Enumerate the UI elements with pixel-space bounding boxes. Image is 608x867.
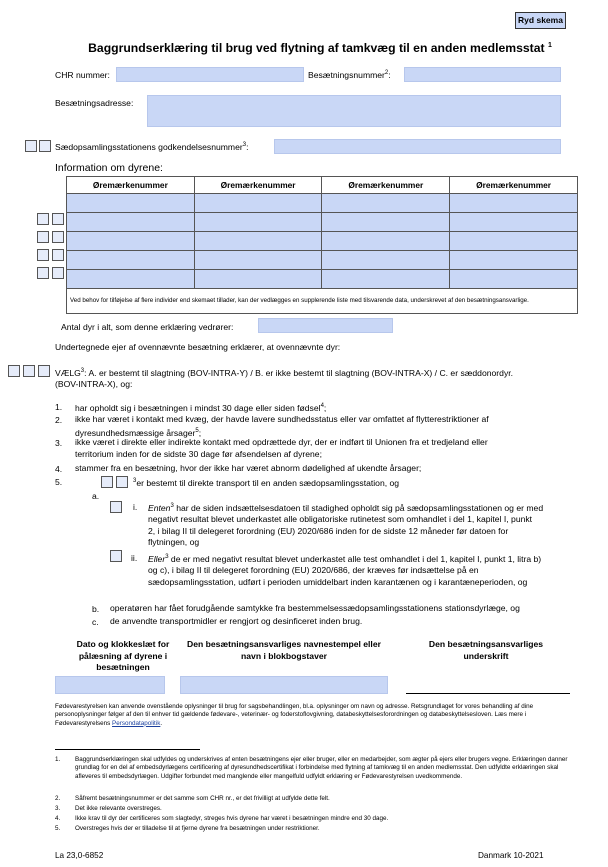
table-row [67, 232, 578, 251]
table-row [67, 213, 578, 232]
ear-tag-cell[interactable] [67, 251, 195, 270]
privacy-text: Fødevarestyrelsen kan anvende ovenstående oplysninger til brug for sagsbehandlingen, bl.a. oplysninger om navn og adresse. Retsgrundlaget for vores behandling af dine personoplysninger følger af den til enhver tid gældende fødevare-, veterinær- og foderstoflovgivning, databeskyttelsesforordningen og databeskyttelsesloven. Læs mere i Fødevarestyrelsens Persondatapolitik. [55, 703, 534, 727]
sub-c-label: c. [92, 617, 99, 627]
item-number: 3. [55, 438, 63, 448]
row-checkbox-4b[interactable] [52, 267, 64, 279]
row-checkbox-2b[interactable] [52, 231, 64, 243]
footnote-number: 1. [55, 756, 61, 763]
footnote-text: Baggrundserklæringen skal udfyldes og underskrives af enten besætningens ejer eller bruger, eller en medarbejder, som ægter på ejers eller brugers vegne. Erklæringen danner grundlag for en del af embedsdyrlægens certificering af dyresundhedscertifikat i forbindelse med flytning af tamkvæg til en anden medlemsstat. Den udfyldte erklæringen skal afleveres til embedsdyrlægen. Udgifter forbundet med manglende eller mangelfuld udfyldt erklæring er Fødevarestyrelsen uvedkommende. [75, 756, 568, 780]
reset-form-button[interactable]: Ryd skema [515, 12, 566, 29]
chr-input[interactable] [116, 67, 304, 82]
vaelg-text: VÆLG$^3$: A. er bestemt til slagtning (BOV-INTRA-Y) / B. er ikke bestemt til slagtning (BOV-INTRA-X) / C. er sæddonordyr. (BOV-INTRA-X), og: [55, 367, 514, 390]
item-5-checkbox-b[interactable] [116, 476, 128, 488]
adresse-label: Besætningsadresse: [55, 98, 134, 108]
item-1-text: har opholdt sig i besætningen i mindst 30 dage eller siden fødsel$^4$; [75, 402, 327, 413]
item-3-text: ikke været i direkte eller indirekte kontakt med opdrættede dyr, der er indført til Unionen fra et tredjeland eller territorium inden for de sidste 30 dage før afsendelsen af dyrene; [75, 437, 488, 459]
vaelg-checkbox-b[interactable] [23, 365, 35, 377]
ear-tag-cell[interactable] [194, 213, 322, 232]
ear-tag-cell[interactable] [322, 194, 450, 213]
footer-version: Danmark 10-2021 [478, 851, 544, 860]
table-header: Øremærkenummer [194, 177, 322, 194]
ear-tag-cell[interactable] [450, 232, 578, 251]
ear-tag-cell[interactable] [67, 270, 195, 289]
ear-tag-cell[interactable] [194, 232, 322, 251]
ear-tag-cell[interactable] [450, 270, 578, 289]
sub-c-text: de anvendte transportmidler er rengjort og desinficeret inden brug. [110, 616, 363, 626]
sub-i-checkbox[interactable] [110, 501, 122, 513]
sign-signature-label: Den besætningsansvarliges underskrift [428, 639, 544, 661]
ear-tag-cell[interactable] [322, 270, 450, 289]
ear-tag-cell[interactable] [450, 194, 578, 213]
table-header: Øremærkenummer [322, 177, 450, 194]
page-title: Baggrundserklæring til brug ved flytning af tamkvæg til en anden medlemsstat $^1$ [88, 41, 552, 55]
sub-i-label: i. [133, 502, 138, 512]
footnote-number: 5. [55, 825, 61, 832]
signature-line [406, 693, 570, 694]
footnote-text: Det ikke relevante overstreges. [75, 805, 162, 812]
table-header: Øremærkenummer [67, 177, 195, 194]
item-2-text: ikke har været i kontakt med kvæg, der havde lavere sundhedsstatus eller var omfattet af flytterestriktioner af dyresundhedsmæssige årsager$^5$; [75, 414, 489, 438]
ear-tag-cell[interactable] [194, 194, 322, 213]
table-row [67, 251, 578, 270]
sub-ii-label: ii. [131, 553, 138, 563]
sign-date-label: Dato og klokkeslæt for pålæsning af dyrene i besætningen [76, 639, 170, 672]
vaelg-checkbox-c[interactable] [38, 365, 50, 377]
table-note: Ved behov for tilføjelse af flere individer end skemaet tillader, kan der vedlægges en supplerende liste med tilsvarende data, underskrevet af den besætningsansvarlige. [67, 289, 578, 314]
ear-tag-cell[interactable] [322, 251, 450, 270]
name-input[interactable] [180, 676, 388, 694]
item-number: 4. [55, 464, 63, 474]
footnote-divider [55, 749, 200, 750]
sub-ii-text: Eller$^3$ de er med negativt resultat blevet underkastet alle test omhandlet i del 1, kapitel I, punkt 1, litra b) og c), i bilag II til delegeret forordning (EU) 2020/686, der kræves før indsættelse på en sædopsamlingsstation, udført i perioden umiddelbart inden karantænen og i karantæneperioden, og [148, 553, 542, 587]
animal-table [66, 176, 578, 314]
saed-checkbox-2[interactable] [39, 140, 51, 152]
item-4-text: stammer fra en besætning, hvor der ikke har været abnorm dødelighed af ukendte årsager; [75, 463, 422, 473]
row-checkbox-3b[interactable] [52, 249, 64, 261]
table-row [67, 270, 578, 289]
ear-tag-cell[interactable] [322, 213, 450, 232]
saed-checkbox-1[interactable] [25, 140, 37, 152]
footnote-text: Såfremt besætningsnummer er det samme som CHR nr., er det frivilligt at udfylde dette felt. [75, 795, 330, 802]
sign-name-label: Den besætningsansvarliges navnestempel eller navn i blokbogstaver [187, 639, 381, 661]
chr-label: CHR nummer: [55, 70, 110, 80]
sub-a-label: a. [92, 491, 100, 501]
ear-tag-cell[interactable] [194, 270, 322, 289]
footnote-number: 4. [55, 815, 61, 822]
besaetningsnummer-label: Besætningsnummer$^2$: [308, 70, 391, 80]
ear-tag-cell[interactable] [194, 251, 322, 270]
footer-form-id: La 23,0-6852 [55, 851, 104, 860]
sub-ii-checkbox[interactable] [110, 550, 122, 562]
info-label: Information om dyrene: [55, 162, 163, 174]
undertegnede-text: Undertegnede ejer af ovennævnte besætning erklærer, at ovennævnte dyr: [55, 342, 341, 352]
ear-tag-cell[interactable] [67, 194, 195, 213]
footnote-text: Overstreges hvis der er tilladelse til at fjerne dyrene fra besætningen under restriktioner. [75, 825, 320, 832]
row-checkbox-3a[interactable] [37, 249, 49, 261]
ear-tag-cell[interactable] [450, 251, 578, 270]
item-number: 2. [55, 415, 63, 425]
footnote-text: Ikke krav til dyr der certificeres som slagtedyr, streges hvis dyrene har været i besætningen mindre end 30 dage. [75, 815, 389, 822]
footnote-number: 3. [55, 805, 61, 812]
footnote-number: 2. [55, 795, 61, 802]
sub-b-text: operatøren har fået forudgående samtykke fra bestemmelsessædopsamlingsstationens stationsdyrlæge, og [110, 603, 520, 613]
row-checkbox-2a[interactable] [37, 231, 49, 243]
item-5-text: $^3$er bestemt til direkte transport til en anden sædopsamlingsstation, og [133, 477, 400, 488]
adresse-input[interactable] [147, 95, 561, 127]
table-row [67, 194, 578, 213]
ear-tag-cell[interactable] [67, 213, 195, 232]
vaelg-checkbox-a[interactable] [8, 365, 20, 377]
item-number: 5. [55, 477, 63, 487]
ear-tag-cell[interactable] [322, 232, 450, 251]
ear-tag-cell[interactable] [450, 213, 578, 232]
item-number: 1. [55, 402, 63, 412]
date-input[interactable] [55, 676, 165, 694]
sub-i-text: Enten$^3$ har de siden indsættelsesdatoen til stadighed opholdt sig på sædopsamlingsstationen og er med negativt resultat blevet underkastet alle obligatoriske rutinetest som omhandlet i del 1, kapitel I, punkt 2, i bilag II til delegeret forordning (EU) 2020/686 inden for de sidste 12 måneder før datoen for flytningen, og [148, 502, 544, 548]
ear-tag-cell[interactable] [67, 232, 195, 251]
row-checkbox-1a[interactable] [37, 213, 49, 225]
row-checkbox-4a[interactable] [37, 267, 49, 279]
saed-label: Sædopsamlingsstationens godkendelsesnummer$^3$: [55, 142, 249, 152]
sub-b-label: b. [92, 604, 100, 614]
table-header: Øremærkenummer [450, 177, 578, 194]
antal-label: Antal dyr i alt, som denne erklæring vedrører: [61, 322, 234, 332]
privacy-policy-link[interactable]: Persondatapolitik [112, 719, 161, 727]
saed-input[interactable] [274, 139, 561, 154]
besaetningsnummer-input[interactable] [404, 67, 561, 82]
antal-input[interactable] [258, 318, 393, 333]
item-5-checkbox-a[interactable] [101, 476, 113, 488]
row-checkbox-1b[interactable] [52, 213, 64, 225]
